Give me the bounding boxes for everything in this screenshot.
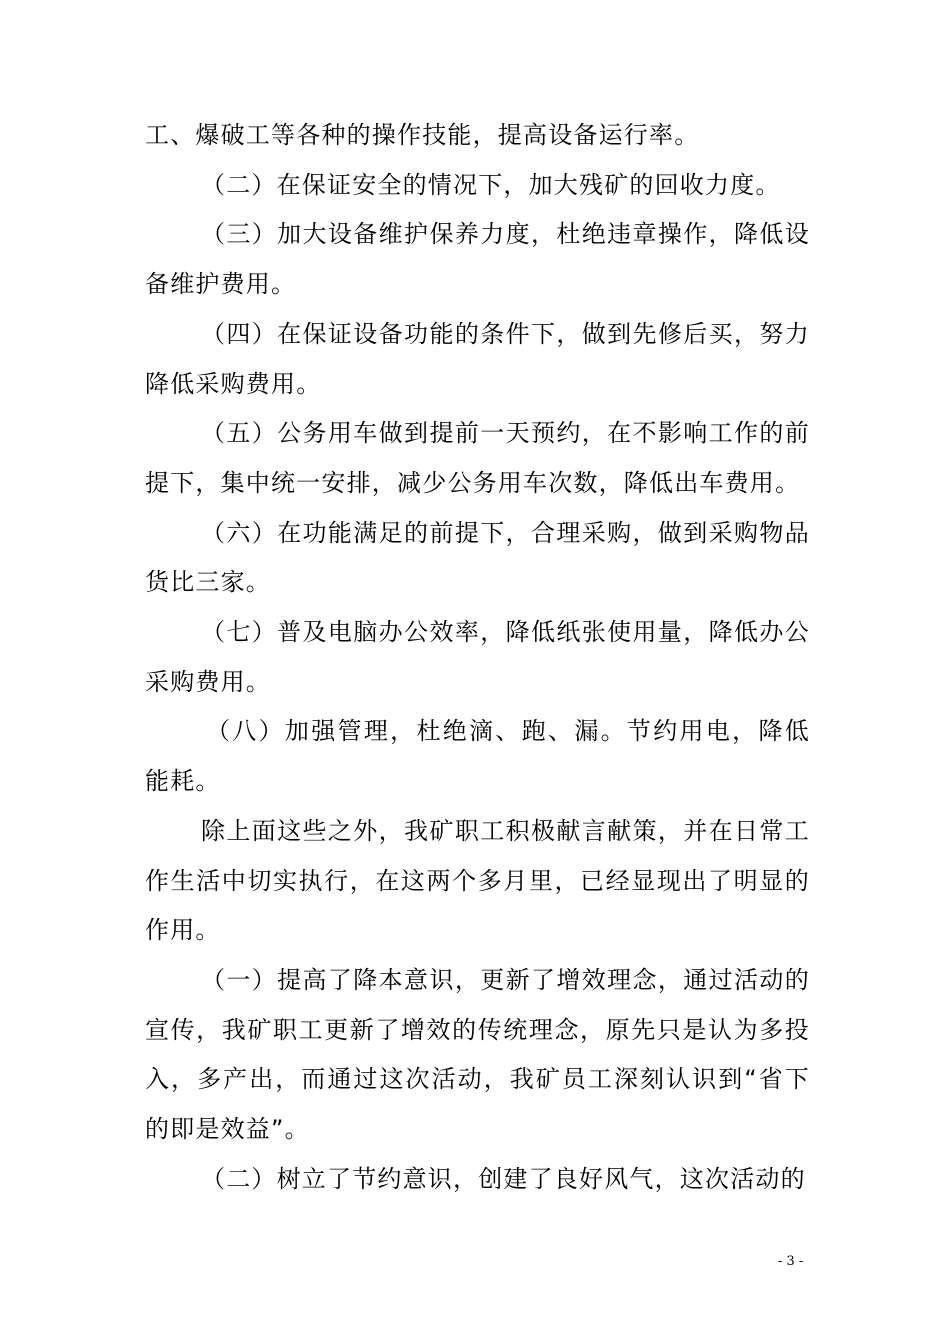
- paragraph-item-5: （五）公务用车做到提前一天预约，在不影响工作的前提下，集中统一安排，减少公务用车次数，降低出车费用。: [145, 419, 810, 497]
- paragraph-summary: 除上面这些之外，我矿职工积极献言献策，并在日常工作生活中切实执行，在这两个多月里，已经显现出了明显的作用。: [145, 816, 810, 945]
- paragraph-continuation: 工、爆破工等各种的操作技能，提高设备运行率。: [145, 121, 700, 149]
- paragraph-item-3: （三）加大设备维护保养力度，杜绝违章操作，降低设备维护费用。: [145, 220, 810, 299]
- paragraph-item-2: （二）在保证安全的情况下，加大残矿的回收力度。: [201, 170, 781, 199]
- paragraph-item-6: （六）在功能满足的前提下，合理采购，做到采购物品货比三家。: [145, 518, 810, 597]
- paragraph-effect-2: （二）树立了节约意识，创建了良好风气，这次活动的: [201, 1164, 806, 1193]
- paragraph-effect-1: （一）提高了降本意识，更新了增效理念，通过活动的宣传，我矿职工更新了增效的传统理念，原先只是认为多投入，多产出，而通过这次活动，我矿员工深刻认识到“省下的即是效益”。: [145, 965, 810, 1144]
- page-number: - 3 -: [778, 1254, 804, 1269]
- body-text: [145, 111, 810, 1204]
- paragraph-item-8: （八）加强管理，杜绝滴、跑、漏。节约用电，降低能耗。: [145, 717, 810, 796]
- paragraph-item-4: （四）在保证设备功能的条件下，做到先修后买，努力降低采购费用。: [145, 319, 810, 398]
- paragraph-item-7: （七）普及电脑办公效率，降低纸张使用量，降低办公采购费用。: [145, 618, 810, 696]
